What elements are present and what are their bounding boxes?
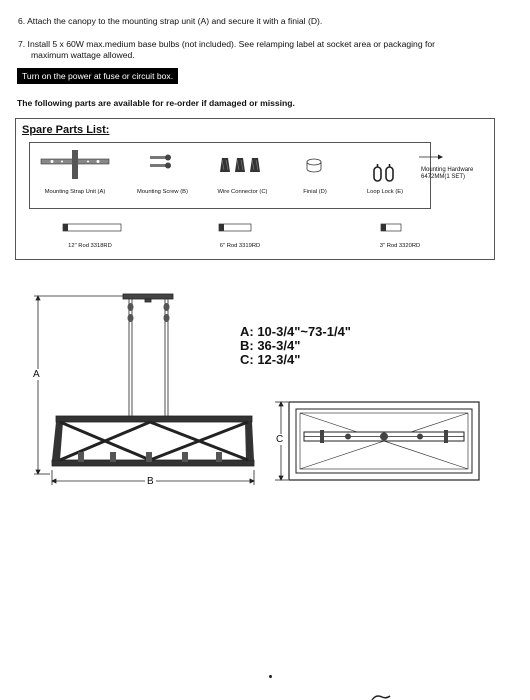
rod-3-label: 3" Rod 3320RD xyxy=(379,243,421,249)
reorder-note: The following parts are available for re-order if damaged or missing. xyxy=(17,98,295,108)
power-warning: Turn on the power at fuse or circuit box. xyxy=(17,68,178,84)
dimension-a: A: 10-3/4"~73-1/4" xyxy=(240,324,351,339)
spare-parts-title: Spare Parts List: xyxy=(22,124,110,136)
part-label-d: Finial (D) xyxy=(303,189,327,195)
step-7-continued: maximum wattage allowed. xyxy=(31,50,135,60)
dimension-c: C: 12-3/4" xyxy=(240,352,301,367)
part-label-a: Mounting Strap Unit (A) xyxy=(44,189,106,195)
part-label-c: Wire Connector (C) xyxy=(217,189,268,195)
mounting-hardware-line2: 6472MM(1 SET) xyxy=(421,174,466,180)
step-7: 7. Install 5 x 60W max.medium base bulbs (not included). See relamping label at socket area or packaging for xyxy=(18,39,436,49)
part-label-e: Loop Lock (E) xyxy=(366,189,404,195)
dimension-label-b: B xyxy=(147,476,154,487)
rod-6-label: 6" Rod 3319RD xyxy=(219,243,261,249)
step-6: 6. Attach the canopy to the mounting strap unit (A) and secure it with a finial (D). xyxy=(18,16,323,26)
dimension-b: B: 36-3/4" xyxy=(240,338,301,353)
dimension-label-c: C xyxy=(276,434,284,445)
dimension-label-a: A xyxy=(33,369,40,380)
mounting-hardware-line1: Mounting Hardware xyxy=(421,167,474,173)
rod-12-label: 12" Rod 3318RD xyxy=(68,243,112,249)
part-label-b: Mounting Screw (B) xyxy=(137,189,188,195)
